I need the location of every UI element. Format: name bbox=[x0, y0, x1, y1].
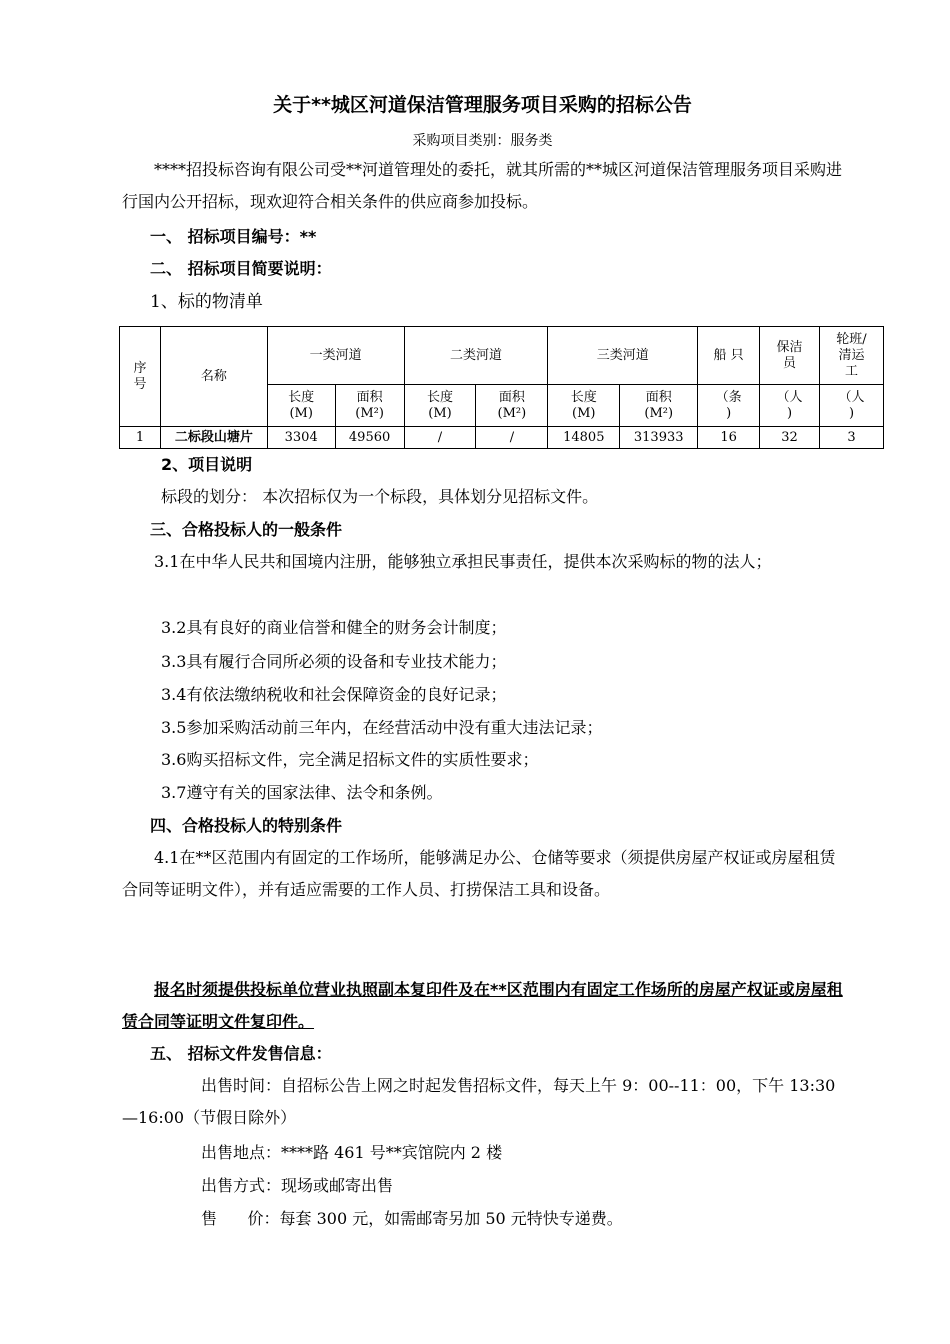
cell-shift: 3 bbox=[820, 427, 884, 449]
section-3-heading: 三、合格投标人的一般条件 bbox=[150, 520, 343, 539]
section-2-heading: 二、 招标项目简要说明： bbox=[150, 259, 332, 278]
cell-boats: 16 bbox=[698, 427, 760, 449]
subsection-1-heading: 1、标的物清单 bbox=[150, 292, 263, 312]
sale-place: 出售地点：****路 461 号**宾馆院内 2 楼 bbox=[201, 1143, 503, 1162]
page-title: 关于**城区河道保洁管理服务项目采购的招标公告 bbox=[273, 94, 692, 116]
header-category-2: 二类河道 bbox=[404, 327, 548, 385]
cell-area-2: / bbox=[476, 427, 548, 449]
header-shift-workers: 轮班/ 清运 工 bbox=[820, 327, 884, 385]
cell-length-3: 14805 bbox=[548, 427, 620, 449]
cell-seq: 1 bbox=[120, 427, 161, 449]
table-row bbox=[120, 427, 884, 449]
condition-3-3: 3.3具有履行合同所必须的设备和专业技术能力； bbox=[161, 652, 507, 671]
header-name: 名称 bbox=[160, 327, 267, 427]
subheader-shift-unit: （人 ) bbox=[820, 385, 884, 427]
condition-3-4: 3.4有依法缴纳税收和社会保障资金的良好记录； bbox=[161, 685, 507, 704]
cell-cleaners: 32 bbox=[760, 427, 820, 449]
subheader-length-2: 长度 (M) bbox=[404, 385, 476, 427]
condition-3-2: 3.2具有良好的商业信誉和健全的财务会计制度； bbox=[161, 618, 507, 637]
registration-notice: 报名时须提供投标单位营业执照副本复印件及在**区范围内有固定工作场所的房屋产权证或房屋租赁合同等证明文件复印件。 bbox=[122, 980, 843, 1031]
subheader-length-1: 长度 (M) bbox=[267, 385, 335, 427]
subheader-area-1: 面积 (M²) bbox=[335, 385, 404, 427]
subheader-length-3: 长度 (M) bbox=[548, 385, 620, 427]
division-text: 标段的划分： 本次招标仅为一个标段，具体划分见招标文件。 bbox=[161, 487, 599, 506]
section-5-heading: 五、 招标文件发售信息： bbox=[150, 1044, 332, 1063]
cell-area-3: 313933 bbox=[620, 427, 698, 449]
cell-length-1: 3304 bbox=[267, 427, 335, 449]
condition-3-6: 3.6购买招标文件，完全满足招标文件的实质性要求； bbox=[161, 750, 539, 769]
condition-3-7: 3.7遵守有关的国家法律、法令和条例。 bbox=[161, 783, 443, 802]
header-boats: 船 只 bbox=[698, 327, 760, 385]
subheader-boat-unit: （条 ) bbox=[698, 385, 760, 427]
condition-4-1: 4.1在**区范围内有固定的工作场所，能够满足办公、仓储等要求（须提供房屋产权证或房屋租赁合同等证明文件），并有适应需要的工作人员、打捞保洁工具和设备。 bbox=[122, 848, 836, 899]
condition-3-1: 3.1在中华人民共和国境内注册，能够独立承担民事责任，提供本次采购标的物的法人； bbox=[154, 552, 772, 571]
sale-time: 出售时间：自招标公告上网之时起发售招标文件，每天上午 9：00--11：00，下午 13:30—16:00（节假日除外） bbox=[122, 1076, 836, 1127]
cell-area-1: 49560 bbox=[335, 427, 404, 449]
subsection-2-heading: 2、项目说明 bbox=[161, 455, 253, 474]
cell-length-2: / bbox=[404, 427, 476, 449]
bid-items-table bbox=[119, 326, 884, 449]
section-4-heading: 四、合格投标人的特别条件 bbox=[150, 816, 343, 835]
subheader-area-3: 面积 (M²) bbox=[620, 385, 698, 427]
header-cleaners: 保洁 员 bbox=[760, 327, 820, 385]
subheader-area-2: 面积 (M²) bbox=[476, 385, 548, 427]
intro-paragraph: ****招投标咨询有限公司受**河道管理处的委托，就其所需的**城区河道保洁管理服务项目采购进行国内公开招标，现欢迎符合相关条件的供应商参加投标。 bbox=[122, 160, 843, 211]
header-seq: 序 号 bbox=[120, 327, 161, 427]
section-1-heading: 一、 招标项目编号：** bbox=[150, 227, 317, 246]
header-category-1: 一类河道 bbox=[267, 327, 404, 385]
subheader-cleaner-unit: （人 ) bbox=[760, 385, 820, 427]
sale-method: 出售方式：现场或邮寄出售 bbox=[201, 1176, 394, 1195]
cell-name: 二标段山塘片 bbox=[160, 427, 267, 449]
header-category-3: 三类河道 bbox=[548, 327, 698, 385]
sale-price: 售 价：每套 300 元，如需邮寄另加 50 元特快专递费。 bbox=[201, 1209, 623, 1228]
page-subtitle: 采购项目类别：服务类 bbox=[412, 133, 553, 149]
condition-3-5: 3.5参加采购活动前三年内，在经营活动中没有重大违法记录； bbox=[161, 718, 603, 737]
